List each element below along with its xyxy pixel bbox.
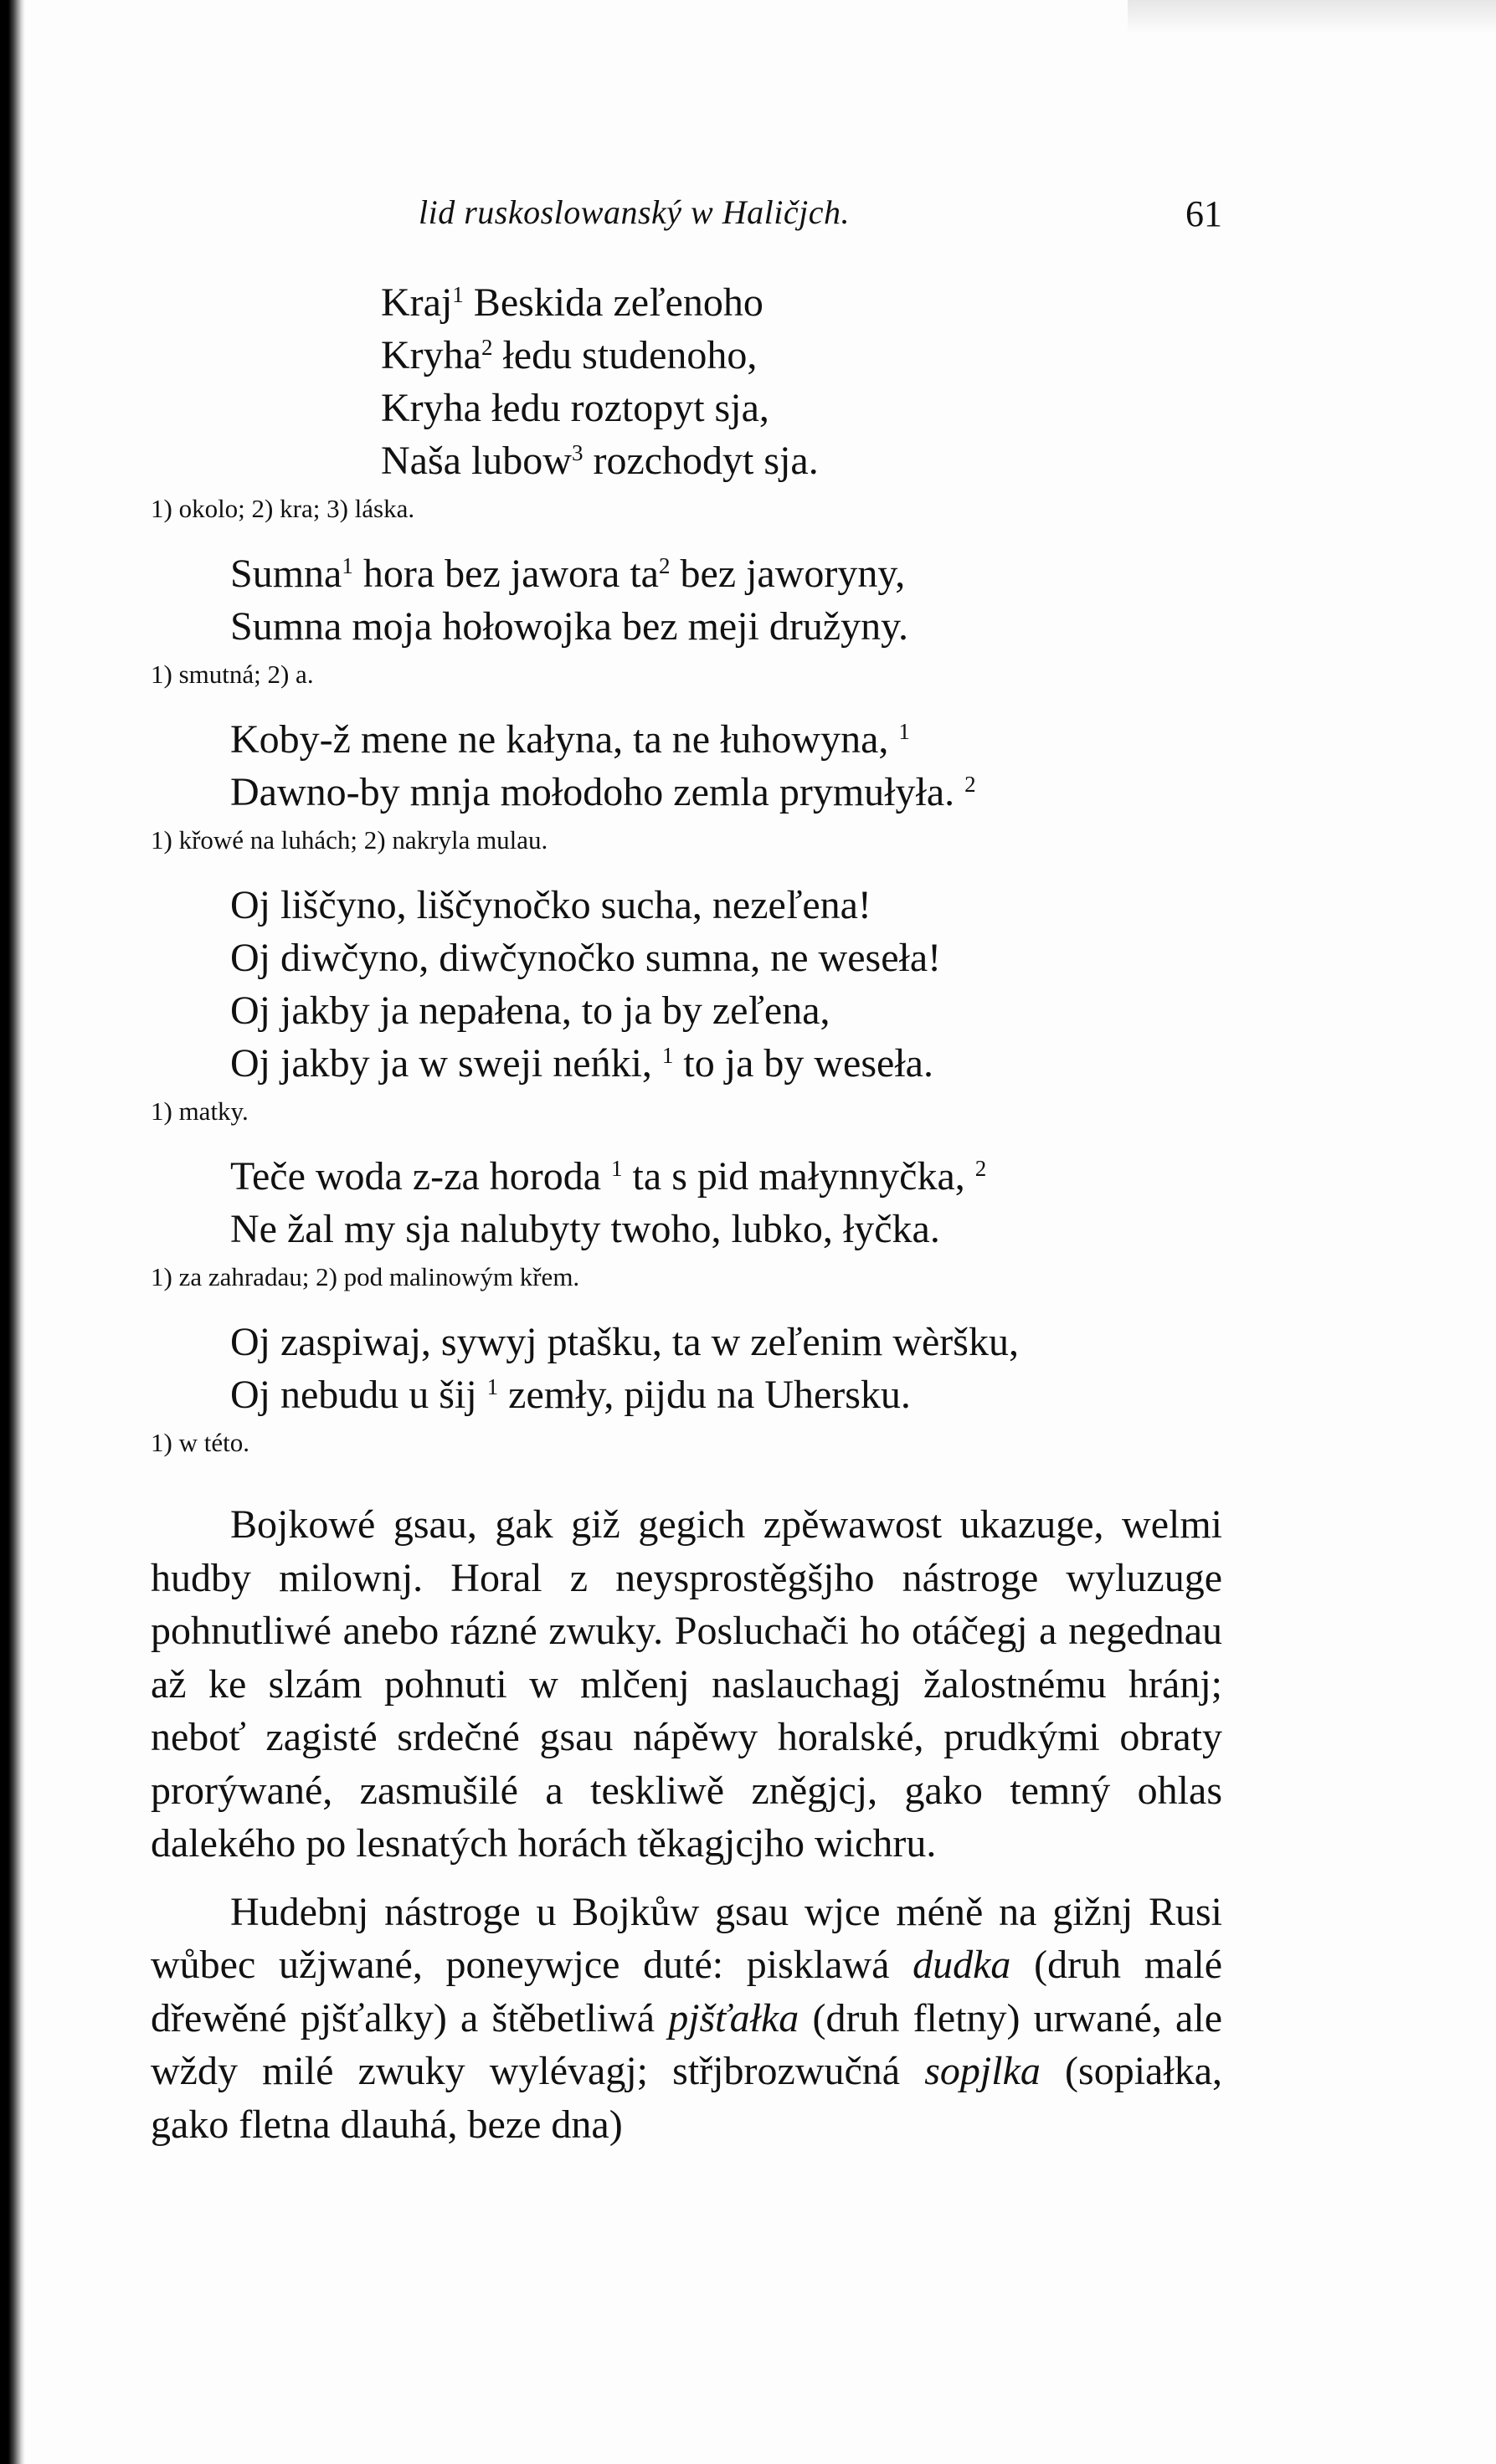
verse-4 [151,879,1222,1133]
verse-2 [151,547,1222,696]
page-body [151,276,1222,2166]
verse-line: Naša lubow$^3$ rozchodyt sja. [381,439,819,483]
verse-5 [151,1150,1222,1299]
instrument-term: dudka [913,1943,1011,1987]
verse-line: Oj jakby ja nepałena, to ja by zeľena, [230,988,830,1033]
verse-line: Oj liščyno, liščynočko sucha, nezeľena! [230,883,871,927]
verse-line: Oj jakby ja w sweji neńki, $^1$ to ja by weseła. [230,1041,933,1086]
running-title: lid ruskoslowanský w Haličjch. [419,193,850,231]
footnote: 1) w této. [151,1428,249,1457]
footnote: 1) smutná; 2) a. [151,660,314,689]
paragraph: Hudebnj nástroge u Bojkůw gsau wjce méně na gižnj Rusi wůbec užjwané, poneywjce duté: pisklawá dudka (druh malé dřewěné pjšťalky) a štěbetliwá pjšťałka (druh fletny) urwané, ale wždy milé zwuky wylévagj; střjbrozwučná sopjlka (sopiałka, gako fletna dlauhá, beze dna) [151,1889,1223,2147]
verse-1 [151,276,1222,531]
footnote: 1) křowé na luhách; 2) nakryla mulau. [151,825,548,855]
scan-top-edge [1128,0,1496,33]
prose [151,1498,1222,2151]
page-number: 61 [1185,193,1222,234]
verse-line: Sumna$^1$ hora bez jawora $ta^2$ bez jaworyny, [230,552,906,596]
verse-1-lines [381,276,1222,487]
verse-line: Kryha łedu roztopyt sja, [381,386,769,430]
verse-4-lines [230,879,1222,1090]
verse-6 [151,1316,1222,1465]
verse-line: Ne žal my sja nalubyty twoho, lubko, łyčka. [230,1207,940,1251]
scan-left-edge [0,0,25,2464]
footnote: 1) matky. [151,1096,249,1126]
instrument-term: pjšťałka [668,1995,799,2041]
verse-6-lines [230,1316,1222,1421]
verse-line: Kryha$^2$ łedu studenoho, [381,333,758,377]
verse-line: Dawno-by mnja mołodoho zemla prymułyła. $^2$ [230,770,976,814]
verse-line: Oj diwčyno, diwčynočko sumna, ne weseła! [230,936,942,980]
footnote: 1) za zahradau; 2) pod malinowým křem. [151,1262,580,1291]
verse-2-lines [230,547,1222,653]
instrument-term: sopjlka [924,2049,1041,2093]
verse-3 [151,713,1222,862]
verse-5-lines [230,1150,1222,1255]
page-header [151,192,1222,251]
verse-line: Oj nebudu u šij $^1$ zemły, pijdu na Uhersku. [230,1373,911,1417]
footnote: 1) okolo; 2) kra; 3) láska. [151,494,415,523]
verse-line: Oj zaspiwaj, sywyj ptašku, ta w zeľenim wèršku, [230,1320,1019,1364]
verse-line: Teče woda z-za horoda $^1$ ta s pid małynnyčka, $^2$ [230,1154,987,1199]
verse-3-lines [230,713,1222,819]
verse-line: Kraj$^1$ Beskida zeľenoho [381,280,763,325]
verse-line: Sumna moja hołowojka bez meji družyny. [230,604,909,649]
verse-line: Koby-ž mene ne kałyna, ta ne łuhowyna, $^1$ [230,717,910,762]
paragraph: Bojkowé gsau, gak giž gegich zpěwawost ukazuge, welmi hudby milownj. Horal z neysprostěgšjho nástroge wyluzuge pohnutliwé anebo rázné zwuky. Posluchači ho otáčegj a negednau až ke slzám pohnuti w mlčenj naslauchagj žalostnému hránj; neboť zagisté srdečné gsau nápěwy horalské, prudkými obraty prorýwané, zasmušilé a teskliwě zněgjcj, gako temný ohlas dalekého po lesnatých horách těkagjcjho wichru. [151,1502,1222,1866]
